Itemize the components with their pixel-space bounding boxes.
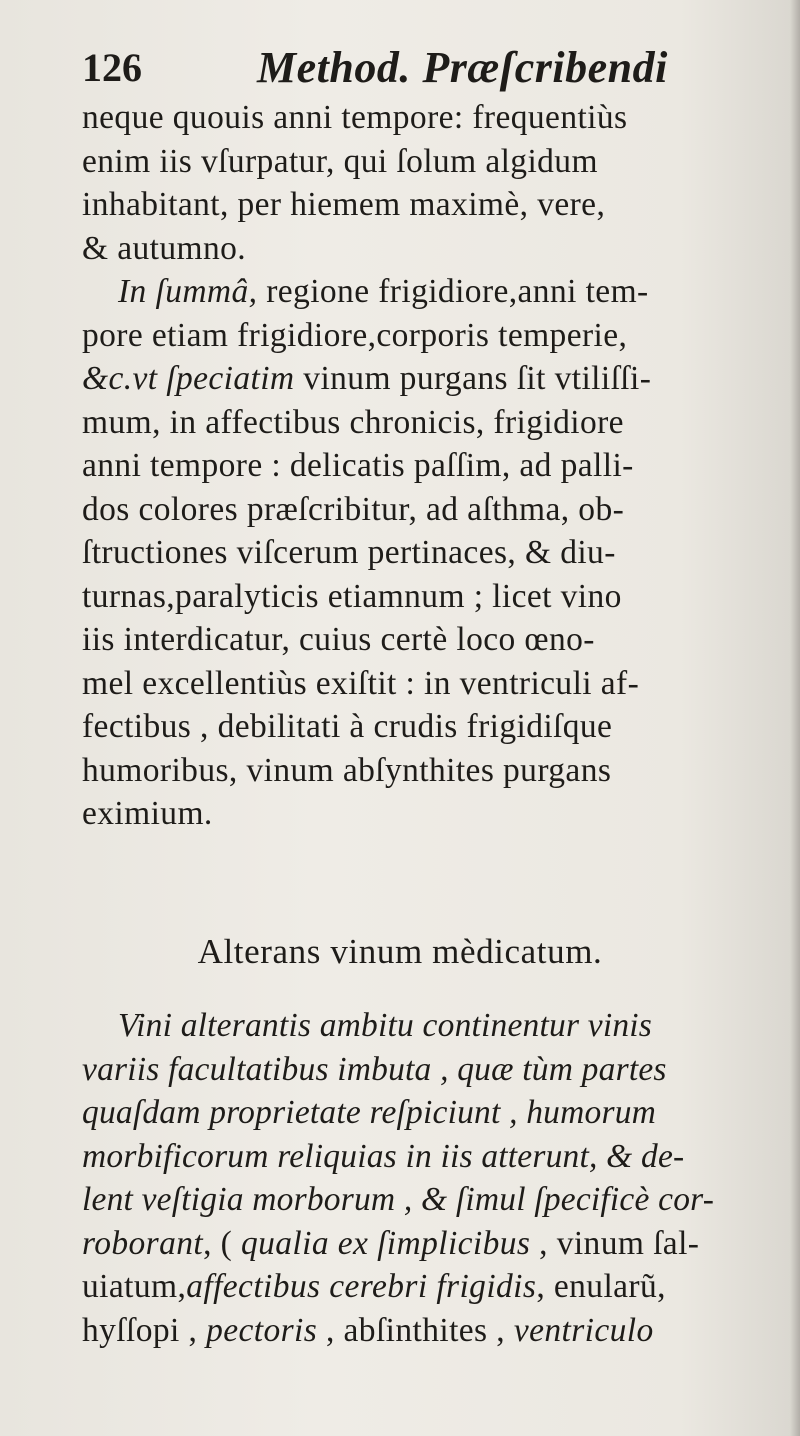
text-line: Vini alterantis ambitu continentur vinis [118,1007,653,1044]
text-run: regione frigidiore,anni tem- [257,273,649,310]
text-run: , abſinthites , [317,1311,514,1349]
text-line: humoribus, vinum abſynthites purgans [82,751,612,789]
italic-phrase: roborant [82,1224,204,1262]
text-line [82,1222,782,1266]
text-run: vinum purgans ſit vtiliſſi- [294,360,652,397]
text-line: morbificorum reliquias in iis atterunt, & de- [82,1137,685,1175]
text-run: uiatum, [82,1268,187,1305]
running-head: Method. Præſcribendi [257,43,668,92]
paragraph-3 [82,1004,782,1352]
text-line: inhabitant, per hiemem maximè, vere, [82,186,606,223]
text-line: dos colores præſcribitur, ad aſthma, ob- [82,490,625,528]
text-line: anni tempore : delicatis paſſim, ad palli- [82,447,634,484]
text-line: fectibus , debilitati à crudis frigidiſque [82,708,613,745]
italic-phrase: qualia ex ſimplicibus [240,1224,531,1262]
page-edge-shadow [790,0,800,1436]
page-number: 126 [82,45,142,90]
text-line [82,1265,782,1309]
italic-phrase: affectibus cerebri frigidis [186,1268,537,1305]
paragraph-2 [82,270,782,836]
text-line [82,357,782,401]
text-run: , vinum ſal- [530,1224,700,1262]
page-header [82,40,722,96]
italic-phrase: ventriculo [513,1311,654,1349]
text-run: , enularũ, [536,1268,666,1305]
text-line: neque quouis anni tempore: frequentiùs [82,99,628,136]
text-run: hyſſopi , [82,1311,207,1349]
text-line: pore etiam frigidiore,corporis temperie, [82,316,628,354]
text-line: iis interdicatur, cuius certè loco œno- [82,621,595,658]
italic-phrase: In ſummâ, [118,273,258,310]
text-line: turnas,paralyticis etiamnum ; licet vino [82,577,622,615]
text-line: variis facultatibus imbuta , quæ tùm partes [82,1050,667,1088]
text-line [82,1309,782,1353]
italic-phrase: pectoris [206,1311,318,1349]
text-run: &c.vt ſpeciatim [82,360,295,397]
section-heading: Alterans vinum mèdicatum. [197,932,603,971]
paragraph-1 [82,96,782,270]
text-line: mum, in affectibus chronicis, frigidiore [82,403,624,441]
text-line [82,270,782,314]
text-line: quaſdam proprietate reſpiciunt , humorum [82,1094,657,1131]
text-line: mel excellentiùs exiſtit : in ventriculi af- [82,664,640,702]
text-line: eximium. [82,795,213,832]
text-run: , ( [203,1224,241,1262]
text-line: ſtructiones viſcerum pertinaces, & diu- [82,534,616,571]
text-line: lent veſtigia morborum , & ſimul ſpecificè cor- [82,1181,715,1218]
text-line: & autumno. [82,229,247,267]
text-line: enim iis vſurpatur, qui ſolum algidum [82,142,598,180]
